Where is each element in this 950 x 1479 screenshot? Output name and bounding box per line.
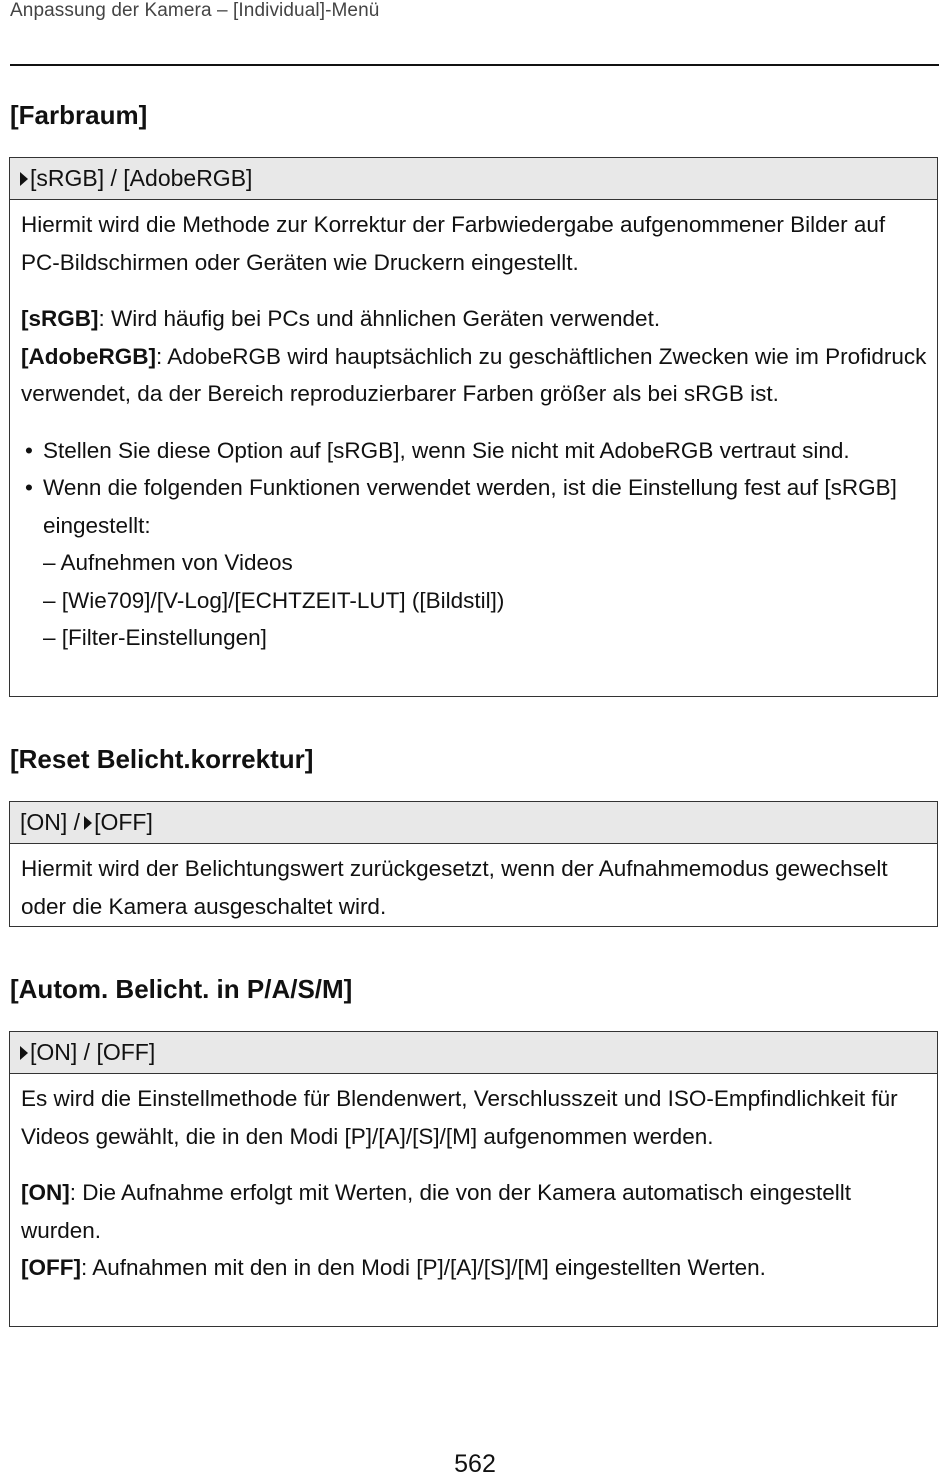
autom-belicht-intro: Es wird die Einstellmethode für Blendenwert, Verschlusszeit und ISO-Empfindlichkeit für Videos gewählt, die in den Modi [P]/[A]/[S]/[M] aufgenommen werden. [21, 1086, 898, 1149]
def-term: [ON] [21, 1180, 70, 1205]
page-number: 562 [454, 1450, 496, 1478]
bullet-text: Stellen Sie diese Option auf [sRGB], wenn Sie nicht mit AdobeRGB vertraut sind. [43, 437, 850, 463]
def-term: [OFF] [21, 1255, 81, 1280]
page-header-breadcrumb: Anpassung der Kamera – [Individual]-Menü [10, 0, 380, 21]
autom-belicht-box [9, 1031, 938, 1327]
reset-options-off: [OFF] [94, 809, 153, 835]
dash-item: – Aufnehmen von Videos [43, 550, 293, 575]
dash-item: – [Wie709]/[V-Log]/[ECHTZEIT-LUT] ([Bildstil]) [43, 587, 505, 613]
farbraum-intro: Hiermit wird die Methode zur Korrektur der Farbwiedergabe aufgenommener Bilder auf PC-Bildschirmen oder Geräten wie Druckern eingestellt. [21, 212, 886, 275]
def-text: : Aufnahmen mit den in den Modi [P]/[A]/[S]/[M] eingestellten Werten. [80, 1255, 766, 1280]
farbraum-box [9, 157, 938, 697]
farbraum-options-row [10, 158, 937, 200]
autom-def-off [21, 1249, 927, 1287]
farbraum-options: [sRGB] / [AdobeRGB] [30, 165, 253, 191]
default-marker-icon [20, 1046, 28, 1060]
section-title-farbraum: [Farbraum] [10, 100, 148, 130]
reset-belicht-intro: Hiermit wird der Belichtungswert zurückgesetzt, wenn der Aufnahmemodus gewechselt oder die Kamera ausgeschaltet wird. [21, 856, 888, 919]
def-text: : AdobeRGB wird hauptsächlich zu geschäftlichen Zwecken wie im Profidruck verwendet, da der Bereich reproduzierbarer Farben größer als bei sRGB ist. [21, 343, 927, 406]
bullet-item [21, 469, 927, 544]
def-term: [sRGB] [21, 306, 99, 331]
reset-belicht-box [9, 801, 938, 927]
section-title-reset-belicht: [Reset Belicht.korrektur] [10, 744, 314, 774]
def-text: : Wird häufig bei PCs und ähnlichen Geräten verwendet. [98, 306, 661, 331]
dash-item: – [Filter-Einstellungen] [43, 625, 267, 650]
autom-def-on [21, 1174, 927, 1249]
bullet-icon: • [25, 437, 33, 463]
default-marker-icon [84, 816, 92, 830]
bullet-item [21, 432, 927, 470]
header-divider [10, 64, 939, 66]
reset-belicht-options-row [10, 802, 937, 844]
default-marker-icon [20, 172, 28, 186]
def-term: [AdobeRGB] [21, 343, 156, 369]
autom-belicht-options-row [10, 1032, 937, 1074]
bullet-text: Wenn die folgenden Funktionen verwendet werden, ist die Einstellung fest auf [sRGB] eingestellt: [43, 475, 897, 538]
autom-options: [ON] / [OFF] [30, 1039, 156, 1065]
reset-options-on: [ON] / [20, 809, 81, 835]
section-title-autom-belicht: [Autom. Belicht. in P/A/S/M] [10, 974, 353, 1004]
def-text: : Die Aufnahme erfolgt mit Werten, die von der Kamera automatisch eingestellt wurden. [21, 1180, 851, 1243]
farbraum-def-srgb [21, 300, 927, 338]
bullet-icon: • [25, 475, 33, 500]
farbraum-def-adobergb [21, 338, 927, 413]
